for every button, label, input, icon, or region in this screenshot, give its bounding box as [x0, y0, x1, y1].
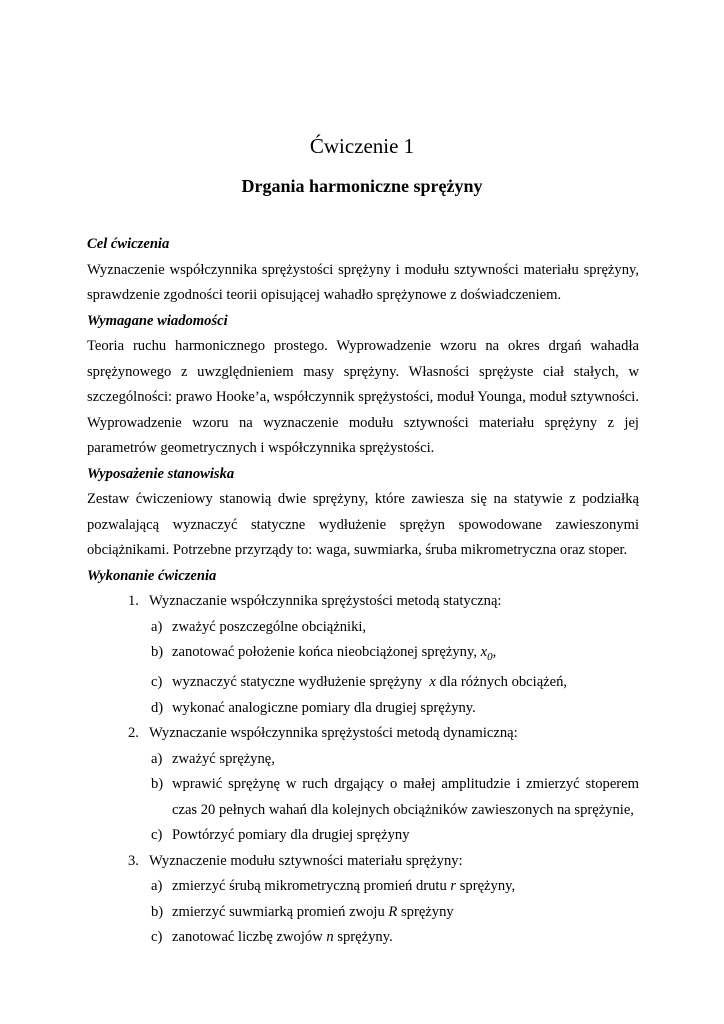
- substep-text: zanotować położenie końca nieobciążonej sprężyny,: [172, 644, 481, 660]
- substep-text-end: sprężyny.: [333, 929, 393, 946]
- symbol-r: r: [450, 878, 457, 895]
- section-text-cel: Wyznaczenie współczynnika sprężystości sprężyny i modułu sztywności materiału sprężyny, sprawdzenie zgodności teorii opisującej wahadło sprężynowe z doświadczeniem.: [87, 261, 639, 303]
- substep-marker: d): [151, 699, 164, 716]
- section-text-wyposazenie: Zestaw ćwiczeniowy stanowią dwie sprężyny, które zawiesza się na statywie z podziałką pozwalającą wyznaczyć statyczne wydłużenie sprężyn spowodowane zawieszonymi obciążnikami. Potrzebne przyrządy to: waga, suwmiarka, śruba mikrometryczna oraz stoper.: [87, 491, 639, 558]
- substep-text-end: ,: [492, 644, 497, 660]
- substep-text-end: sprężyny: [397, 903, 454, 920]
- substep-marker: a): [151, 618, 163, 635]
- symbol-x: x: [429, 674, 436, 691]
- substep-text: zanotować liczbę zwojów: [172, 929, 327, 946]
- substep-text: zważyć sprężynę,: [172, 750, 275, 767]
- symbol-x: x: [480, 644, 488, 660]
- substep-1a: [87, 615, 639, 641]
- substep-marker: c): [151, 827, 163, 844]
- substep-2a: [87, 747, 639, 773]
- substep-3a: [87, 874, 639, 900]
- substep-3c: [87, 925, 639, 951]
- step-text: Wyznaczanie współczynnika sprężystości metodą dynamiczną:: [149, 725, 518, 742]
- step-text: Wyznaczenie modułu sztywności materiału sprężyny:: [149, 852, 463, 869]
- section-heading-wyposazenie: Wyposażenie stanowiska: [87, 465, 235, 482]
- step-number: 3.: [128, 852, 139, 869]
- substep-marker: a): [151, 878, 163, 895]
- section-heading-cel: Cel ćwiczenia: [87, 236, 170, 252]
- page-subtitle: Drgania harmoniczne sprężyny: [241, 176, 483, 196]
- substep-marker: b): [151, 776, 164, 793]
- substep-text: wprawić sprężynę w ruch drgający o małej amplitudzie i zmierzyć stoperem czas 20 pełnych wahań dla kolejnych obciążników zawieszonych na sprężynie,: [172, 776, 639, 818]
- substep-2b: [87, 772, 639, 823]
- substep-text: Powtórzyć pomiary dla drugiej sprężyny: [172, 827, 410, 844]
- substep-text: zmierzyć śrubą mikrometryczną promień drutu: [172, 878, 451, 895]
- substep-3b: [87, 900, 639, 926]
- step-number: 1.: [128, 593, 139, 609]
- substep-text: zważyć poszczególne obciążniki,: [172, 618, 367, 635]
- substep-2c: [87, 823, 639, 849]
- procedure-step-3: [87, 849, 639, 875]
- substep-1d: [87, 696, 639, 722]
- substep-marker: b): [151, 644, 164, 660]
- substep-marker: c): [151, 674, 163, 691]
- substep-text: wykonać analogiczne pomiary dla drugiej sprężyny.: [172, 699, 476, 716]
- substep-1c: [87, 670, 639, 696]
- procedure-step-1: [87, 589, 639, 615]
- substep-marker: c): [151, 929, 163, 946]
- document-body: [87, 232, 639, 951]
- substep-text: zmierzyć suwmiarką promień zwoju: [172, 903, 389, 920]
- step-number: 2.: [128, 725, 139, 742]
- section-heading-wiadomosci: Wymagane wiadomości: [87, 312, 228, 329]
- page-title: Ćwiczenie 1: [309, 134, 415, 158]
- section-text-wiadomosci: Teoria ruchu harmonicznego prostego. Wyprowadzenie wzoru na okres drgań wahadła sprężynowego z uwzględnieniem masy sprężyny. Własności sprężyste ciał stałych, w szczególności: prawo Hooke’a, współczynnik sprężystości, moduł Younga, moduł sztywności. Wyprowadzenie wzoru na wyznaczenie modułu sztywności materiału sprężyny z jej parametrów geometrycznych i współczynnika sprężystości.: [87, 338, 639, 456]
- substep-text-end: dla różnych obciążeń,: [435, 674, 568, 691]
- substep-marker: b): [151, 903, 164, 920]
- procedure-step-2: [87, 721, 639, 747]
- step-text: Wyznaczanie współczynnika sprężystości metodą statyczną:: [149, 593, 502, 609]
- substep-1b: [87, 640, 639, 670]
- symbol-R: R: [388, 903, 398, 920]
- procedure-list: [87, 589, 639, 951]
- section-heading-wykonanie: Wykonanie ćwiczenia: [87, 567, 217, 584]
- substep-text: wyznaczyć statyczne wydłużenie sprężyny: [172, 674, 430, 691]
- symbol-n: n: [326, 929, 334, 946]
- substep-marker: a): [151, 750, 163, 767]
- symbol-subscript: 0: [487, 650, 493, 663]
- substep-text-end: sprężyny,: [456, 878, 516, 895]
